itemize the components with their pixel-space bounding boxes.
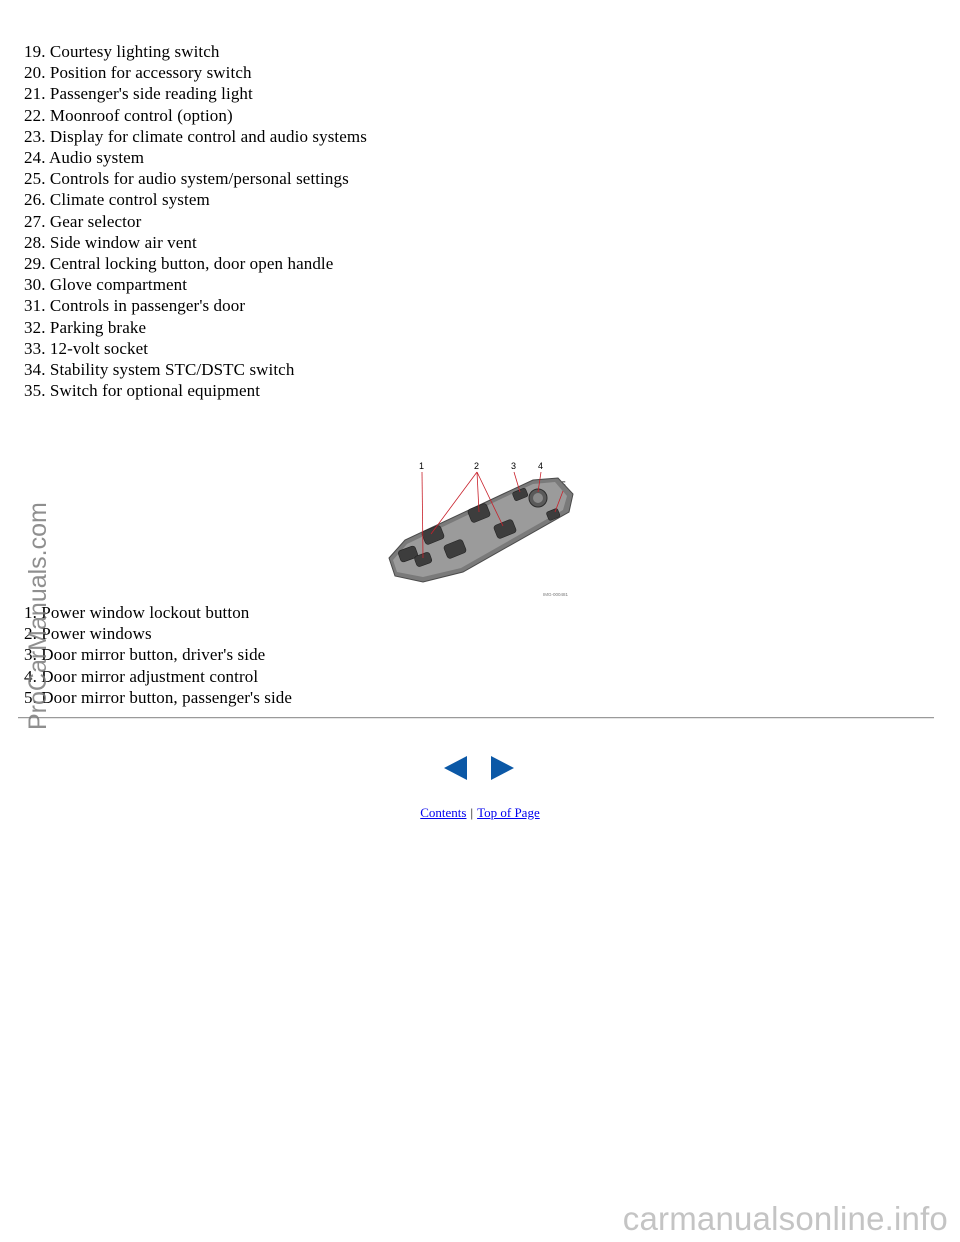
horizontal-divider — [18, 717, 934, 719]
callout-4: 4 — [538, 461, 544, 471]
list-item: 20. Position for accessory switch — [24, 63, 252, 83]
list-item: 27. Gear selector — [24, 211, 142, 231]
contents-link[interactable]: Contents — [420, 805, 467, 820]
list-item: 5. Door mirror button, passenger's side — [24, 687, 293, 707]
callout-3: 3 — [511, 461, 517, 471]
list-item: 34. Stability system STC/DSTC switch — [24, 360, 295, 380]
callout-1: 1 — [419, 461, 425, 471]
callout-2: 2 — [474, 461, 480, 471]
list-item: 29. Central locking button, door open handle — [24, 254, 334, 274]
footer-links — [0, 805, 960, 821]
list-item: 28. Side window air vent — [24, 232, 197, 252]
figure-image-code: IMG-000481 — [543, 592, 569, 597]
list-item: 19. Courtesy lighting switch — [24, 42, 220, 61]
watermark-left: ProCarManuals.com — [24, 502, 52, 730]
watermark-bottom: carmanualsonline.info — [622, 1200, 948, 1237]
top-of-page-link[interactable]: Top of Page — [477, 805, 540, 820]
list-item: 4. Door mirror adjustment control — [24, 666, 259, 686]
page-navigation — [0, 755, 960, 781]
list-item: 2. Power windows — [24, 624, 152, 644]
list-item: 22. Moonroof control (option) — [24, 105, 233, 125]
list-item: 1. Power window lockout button — [24, 603, 250, 622]
list-item: 3. Door mirror button, driver's side — [24, 645, 266, 665]
list-item: 33. 12-volt socket — [24, 338, 149, 358]
door-controls-list — [24, 602, 292, 708]
list-item: 30. Glove compartment — [24, 275, 188, 295]
list-item: 24. Audio system — [24, 148, 145, 168]
list-item: 26. Climate control system — [24, 190, 210, 210]
list-item: 31. Controls in passenger's door — [24, 296, 246, 316]
controls-list — [24, 41, 367, 401]
list-item: 21. Passenger's side reading light — [24, 84, 253, 104]
list-item: 35. Switch for optional equipment — [24, 381, 261, 401]
right-arrow-icon[interactable] — [489, 755, 515, 781]
list-item: 32. Parking brake — [24, 317, 147, 337]
list-item: 23. Display for climate control and audio systems — [24, 126, 367, 146]
door-control-panel-figure — [383, 454, 586, 600]
left-arrow-icon[interactable] — [443, 755, 469, 781]
list-item: 25. Controls for audio system/personal settings — [24, 169, 349, 189]
link-separator: | — [470, 805, 474, 820]
